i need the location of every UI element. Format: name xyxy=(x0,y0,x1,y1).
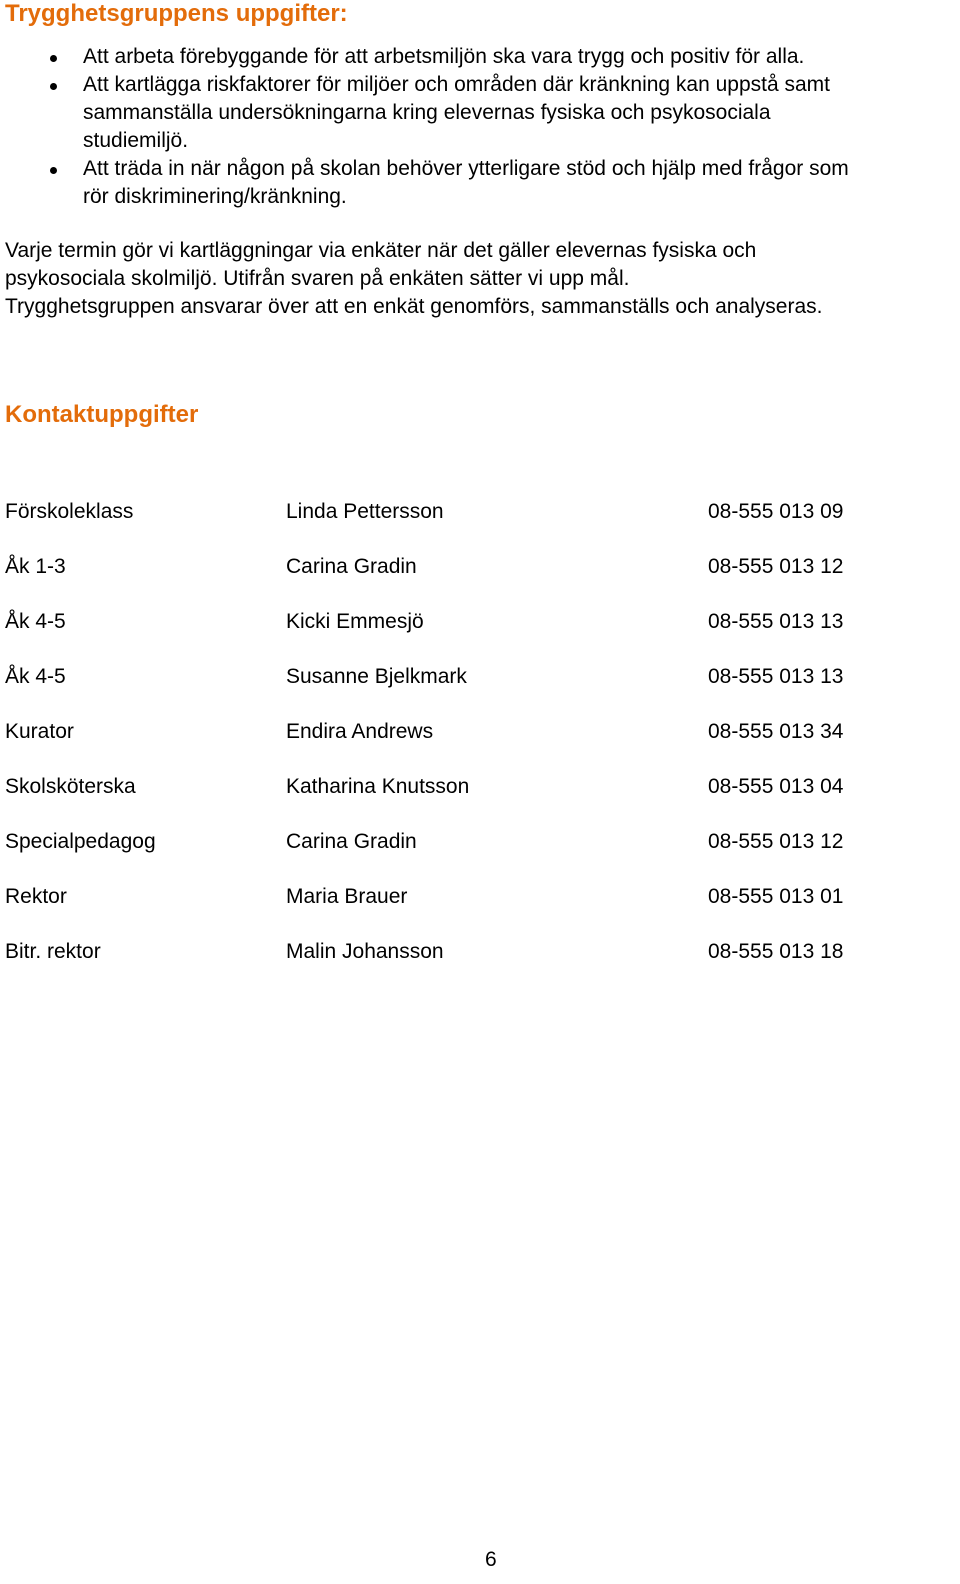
contact-role: Bitr. rektor xyxy=(5,940,101,963)
contact-name: Malin Johansson xyxy=(286,940,444,963)
table-row xyxy=(5,938,905,993)
contact-name: Katharina Knutsson xyxy=(286,775,470,798)
contact-role: Skolsköterska xyxy=(5,775,136,798)
section-heading-contacts: Kontaktuppgifter xyxy=(5,401,199,428)
table-row xyxy=(5,498,905,553)
list-item-text: Att kartlägga riskfaktorer för miljöer och områden där kränkning kan uppstå samt xyxy=(83,73,831,96)
contact-name: Kicki Emmesjö xyxy=(286,610,424,633)
list-item-text: Att träda in när någon på skolan behöver ytterligare stöd och hjälp med frågor som xyxy=(83,157,849,180)
paragraph-line: psykosociala skolmiljö. Utifrån svaren på enkäten sätter vi upp mål. xyxy=(5,267,630,290)
contact-name: Endira Andrews xyxy=(286,720,434,743)
contact-phone: 08-555 013 04 xyxy=(708,775,844,798)
list-item-text: sammanställa undersökningarna kring elevernas fysiska och psykosociala xyxy=(83,101,771,124)
table-row xyxy=(5,608,905,663)
contact-phone: 08-555 013 13 xyxy=(708,610,844,633)
table-row xyxy=(5,883,905,938)
contact-role: Rektor xyxy=(5,885,67,908)
contact-phone: 08-555 013 18 xyxy=(708,940,844,963)
contact-name: Carina Gradin xyxy=(286,830,417,853)
contact-phone: 08-555 013 09 xyxy=(708,500,844,523)
contact-phone: 08-555 013 12 xyxy=(708,555,844,578)
list-item-text: studiemiljö. xyxy=(83,129,189,152)
table-row xyxy=(5,553,905,608)
contact-role: Förskoleklass xyxy=(5,500,134,523)
table-row xyxy=(5,663,905,718)
contact-phone: 08-555 013 12 xyxy=(708,830,844,853)
contact-name: Carina Gradin xyxy=(286,555,417,578)
contact-phone: 08-555 013 34 xyxy=(708,720,844,743)
survey-paragraph xyxy=(5,237,955,321)
contact-name: Linda Pettersson xyxy=(286,500,444,523)
contact-name: Maria Brauer xyxy=(286,885,408,908)
tasks-list xyxy=(0,43,960,211)
bullet-icon xyxy=(50,83,57,90)
paragraph-line: Trygghetsgruppen ansvarar över att en enkät genomförs, sammanställs och analyseras. xyxy=(5,295,823,318)
contact-phone: 08-555 013 01 xyxy=(708,885,844,908)
contact-role: Åk 4-5 xyxy=(5,665,66,688)
list-item xyxy=(0,71,953,155)
contact-role: Kurator xyxy=(5,720,74,743)
table-row xyxy=(5,773,905,828)
bullet-icon xyxy=(50,55,57,62)
bullet-icon xyxy=(50,167,57,174)
table-row xyxy=(5,828,905,883)
section-heading-tasks: Trygghetsgruppens uppgifter: xyxy=(5,0,348,27)
paragraph-line: Varje termin gör vi kartläggningar via enkäter när det gäller elevernas fysiska och xyxy=(5,239,757,262)
contact-role: Åk 4-5 xyxy=(5,610,66,633)
contact-phone: 08-555 013 13 xyxy=(708,665,844,688)
contacts-table xyxy=(5,498,905,993)
contact-name: Susanne Bjelkmark xyxy=(286,665,467,688)
contact-role: Specialpedagog xyxy=(5,830,156,853)
list-item xyxy=(0,43,953,71)
list-item-text: rör diskriminering/kränkning. xyxy=(83,185,347,208)
page-number: 6 xyxy=(485,1548,497,1571)
table-row xyxy=(5,718,905,773)
contact-role: Åk 1-3 xyxy=(5,555,66,578)
list-item xyxy=(0,155,953,211)
list-item-text: Att arbeta förebyggande för att arbetsmiljön ska vara trygg och positiv för alla. xyxy=(83,45,805,68)
